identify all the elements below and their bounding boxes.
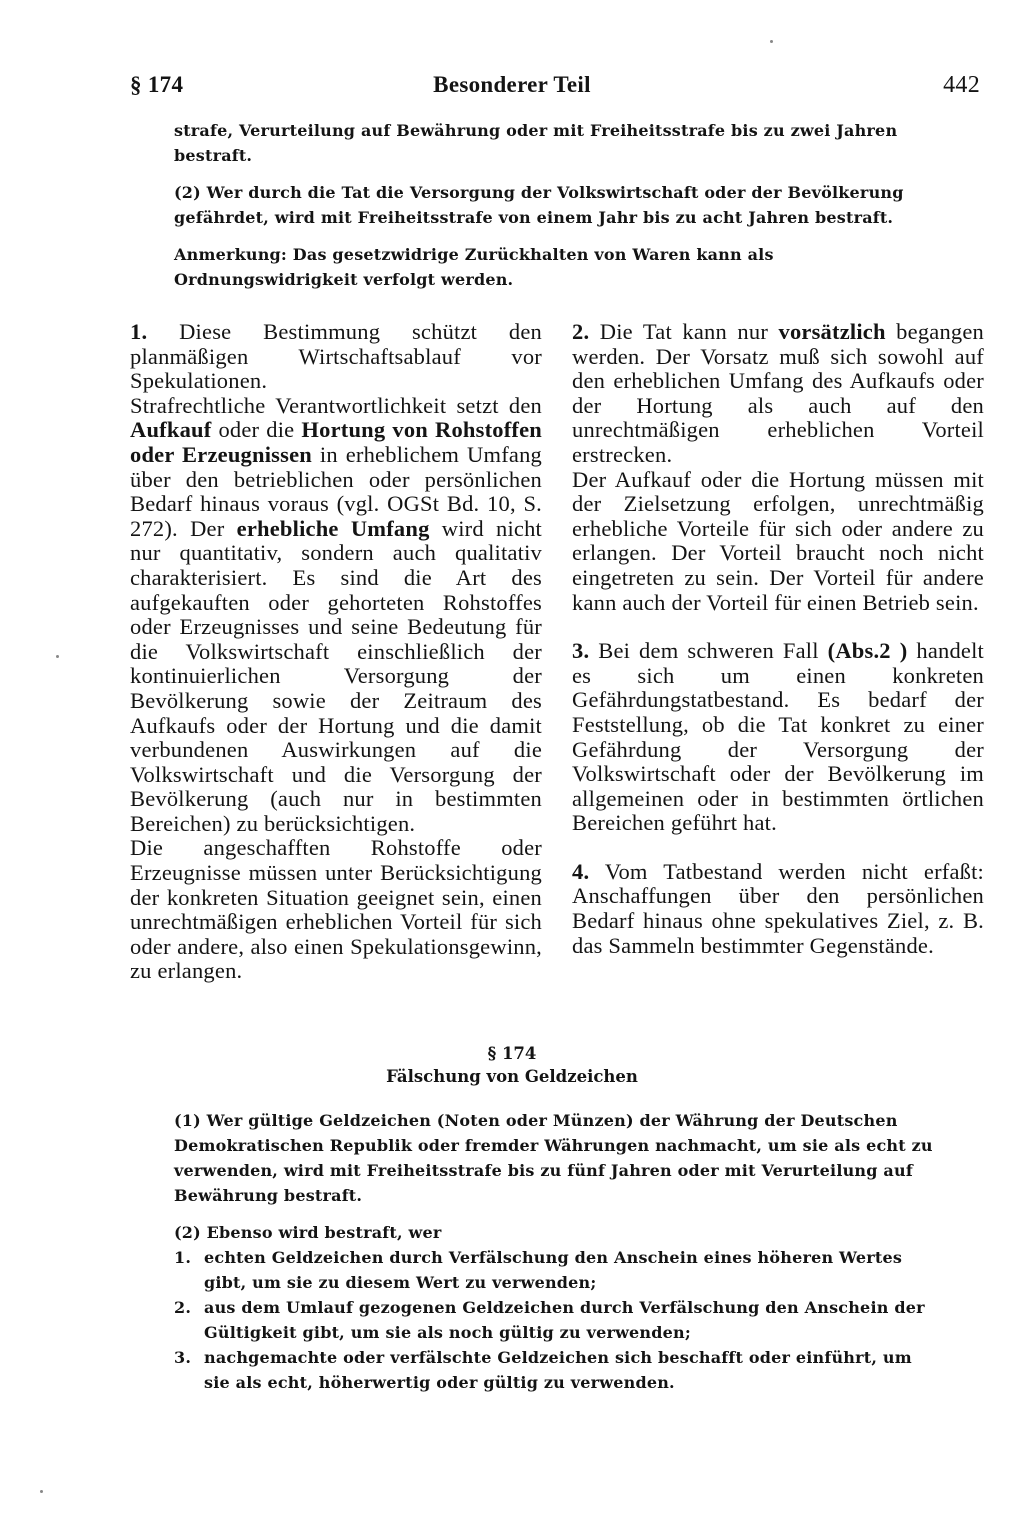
- commentary-item-4: 4. Vom Tatbestand werden nicht erfaßt: Anschaffungen über den persönlichen Bedarf hinaus ohne spekulatives Ziel, z. B. das Sammeln bestimmter Gegenstände.: [572, 858, 985, 958]
- law-paragraph-2: (2) Wer durch die Tat die Versorgung der Volkswirtschaft oder der Bevölkerung gefährdet, wird mit Freiheitsstrafe von einem Jahr bis zu acht Jahren bestraft.: [174, 183, 904, 227]
- commentary-item-2-body: Der Aufkauf oder die Hortung müssen mit der Zielsetzung erfolgen, unrechtmäßig erhebliche Vorteile für sich oder andere zu erlangen. Der Vorteil braucht noch nicht eingetreten zu sein. Der Vorteil für andere kann auch der Vorteil für einen Betrieb sein.: [572, 466, 984, 615]
- commentary-number: 1.: [130, 319, 148, 344]
- header-title: Besonderer Teil: [433, 72, 591, 97]
- commentary-item-1-body: Strafrechtliche Verantwortlichkeit setzt den Aufkauf oder die Hortung von Rohstoffen oder Erzeugnissen in erheblichem Umfang über den betrieblichen oder persönlichen Bedarf hinaus voraus (vgl. OGSt Bd. 10, S. 272). Der erhebliche Umfang wird nicht nur quantitativ, sondern auch qualitativ charakterisiert. Es sind die Art des aufgekauften oder gehorteten Rohstoffes oder Erzeugnisses und seine Bedeutung für die Volkswirtschaft einschließlich der kontinuierlichen Versorgung der Bevölkerung sowie der Zeitraum des Aufkaufs oder der Hortung und die damit verbundenen Auswirkungen auf die Volkswirtschaft und die Versorgung der Bevölkerung (auch nur in bestimmten Bereichen) zu berücksichtigen.: [130, 392, 543, 836]
- law-section-paragraph-1: (1) Wer gültige Geldzeichen (Noten oder Münzen) der Währung der Deutschen Demokratischen Republik oder fremder Währungen nachmacht, um sie als echt zu verwenden, wird mit Freiheitsstrafe bis zu fünf Jahren oder mit Verurteilung auf Bewährung bestraft.: [174, 1111, 933, 1205]
- law-section-paragraph-2-intro: (2) Ebenso wird bestraft, wer: [174, 1223, 442, 1242]
- commentary-number: 4.: [572, 858, 590, 884]
- law-section-list: [174, 1245, 940, 1395]
- list-item: 1. echten Geldzeichen durch Verfälschung den Anschein eines höheren Wertes gibt, um sie zu diesem Wert zu verwenden;: [174, 1248, 903, 1292]
- law-text-top: [174, 118, 940, 292]
- list-item: 2. aus dem Umlauf gezogenen Geldzeichen durch Verfälschung den Anschein der Gültigkeit gibt, um sie als noch gültig zu verwenden;: [174, 1298, 925, 1342]
- commentary-item-2: 2. Die Tat kann nur vorsätzlich begangen werden. Der Vorsatz muß sich sowohl auf den erheblichen Umfang des Aufkaufs oder der Hortung als auch auf den unrechtmäßigen erheblichen Vorteil erstrecken.: [572, 319, 984, 467]
- commentary-number: 2.: [572, 319, 590, 344]
- commentary-left-column: [130, 320, 542, 984]
- law-text-section-174: [174, 1108, 940, 1395]
- commentary-item-1: 1. Diese Bestimmung schützt den planmäßigen Wirtschaftsablauf vor Spekulationen.: [130, 319, 543, 394]
- commentary-item-3: 3. Bei dem schweren Fall (Abs.2 ) handelt es sich um einen konkreten Gefährdungstatbestand. Es bedarf der Feststellung, ob die Tat konkret zu einer Gefährdung der Versorgung der Volkswirtschaft oder der Bevölkerung im allgemeinen oder in bestimmten örtlichen Bereichen geführt hat.: [572, 638, 984, 836]
- header-section-number: § 174: [130, 72, 184, 97]
- scan-speck: [40, 1490, 43, 1493]
- commentary-item-1-end: Die angeschafften Rohstoffe oder Erzeugnisse müssen unter Berücksichtigung der konkreten Situation geeignet sein, einen unrechtmäßigen erheblichen Vorteil für sich oder andere, also einen Spekulationsgewinn, zu erlangen.: [130, 835, 542, 984]
- section-title: Fälschung von Geldzeichen: [386, 1067, 638, 1086]
- commentary-number: 3.: [572, 638, 590, 664]
- law-note: Anmerkung: Das gesetzwidrige Zurückhalten von Waren kann als Ordnungswidrigkeit verfolgt werden.: [174, 245, 774, 289]
- scan-speck: [770, 40, 773, 43]
- commentary-right-column: [572, 320, 984, 958]
- law-paragraph-continued: strafe, Verurteilung auf Bewährung oder mit Freiheitsstrafe bis zu zwei Jahren bestraft.: [174, 121, 898, 165]
- page-number: 442: [943, 72, 980, 98]
- scan-speck: [56, 655, 59, 658]
- section-number: § 174: [487, 1044, 537, 1063]
- list-item: 3. nachgemachte oder verfälschte Geldzeichen sich beschafft oder einführt, um sie als echt, höherwertig oder gültig zu verwenden.: [174, 1348, 912, 1392]
